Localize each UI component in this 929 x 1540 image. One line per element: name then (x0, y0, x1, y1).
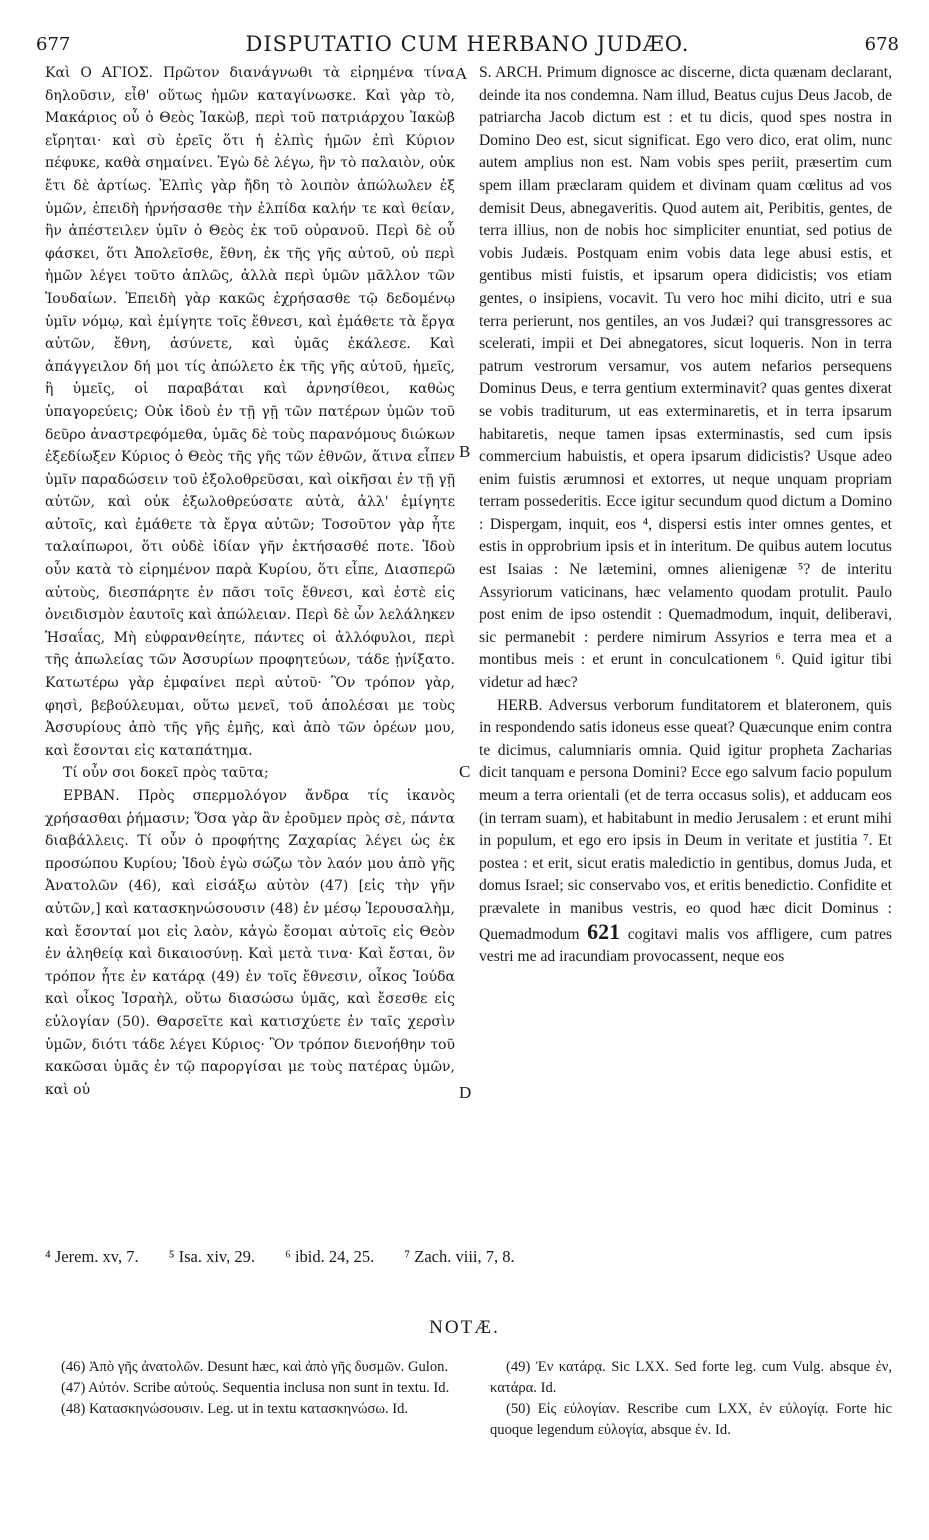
note: (49) Ἐν κατάρᾳ. Sic LXX. Sed forte leg. cum Vulg. absque ἐν, κατάρα. Id. (490, 1359, 892, 1396)
notes-right (490, 1357, 892, 1441)
latin-text: cogitavi malis vos affligere, cum patres vestri me ad iracundiam provocassent, neque eos (479, 925, 892, 966)
greek-column (45, 62, 455, 1101)
note: (47) Αὐτόν. Scribe αὐτούς. Sequentia inclusa non sunt in textu. Id. (61, 1380, 450, 1396)
running-title: DISPUTATIO CUM HERBANO JUDÆO. (245, 32, 690, 56)
latin-paragraph: S. ARCH. Primum dignosce ac discerne, dicta quænam declarant, deinde ita nos condemna. Nam illud, Beatus cujus Deus Jacob, de patriarcha Jacob dictum est : et tu dicis, quod spes nostra in Domino Deo est, sicut significat. Ego vero dico, erat olim, nunc autem amplius non est. Nam vobis spes periit, præsertim cum spem illam præclaram quidem et divinam quam cœlitus ad vos demisit Deus, abnegaveritis. Quod autem ait, Peribitis, gentes, de terra illius, non de nobis hoc simpliciter enuntiat, sed potius de vobis Judæis. Postquam enim vobis data lege abusi estis, et gentibus misti fuistis, et ipsarum opera didicistis; vos etiam gentes, o insipiens, vocavit. Tu vero hoc mihi dicito, utri e sua terra perierunt, nos gentiles, an vos Judæi? qui transgressores ac scelerati, impii et Dei abnegatores, sicut loqueris. Non in terra patrum vestrorum versamur, vos autem nefarios persequens Dominus Deus, e terra gentium exterminavit? quas gentes dixerat se vobis traditurum, ut eas exterminaretis, et in terra ipsarum habitaretis, neque tamen ipsas exterminastis, sed cum ipsis commercium habuistis, et opera ipsarum didicistis? Usque adeo enim fuistis ærumnosi et extorres, ut neque unquam propriam terram possederitis. Ecce igitur secundum quod dictum a Domino : Dispergam, inquit, eos ⁴, dispersi estis inter omnes gentes, et estis in opprobrium ipsis et in interitum. De quibus autem locutus est Isaias : Ne lætemini, omnes alienigenæ ⁵? de interitu Assyriorum vaticinans, hæc velamento quodam protulit. Paulo post enim de ipso ostendit : Quemadmodum, inquit, deliberavi, sic permanebit : perdere nimirum Assyrios e terra mea et a montibus meis : et erunt in conculcationem ⁶. Quid igitur tibi videtur ad hæc? (479, 64, 892, 692)
margin-letter-a: A (455, 64, 468, 83)
greek-paragraph: ΕΡΒΑΝ. Πρὸς σπερμολόγον ἄνδρα τίς ἱκανὸς χρήσασθαι ῥήμασιν; Ὅσα γὰρ ἂν ἐροῦμεν πρὸς σὲ, πάντα διαβάλλεις. Τί οὖν ὁ προφήτης Ζαχαρίας λέγει ὡς ἐκ προσώπου Κυρίου; Ἰδοὺ ἐγὼ σώζω τὸν λαόν μου ἀπὸ γῆς Ἀνατολῶν (46), καὶ εἰσάξω αὐτὸν (47) [εἰς τὴν γῆν αὐτῶν,] καὶ κατασκηνώσουσιν (48) ἐν μέσῳ Ἱερουσαλὴμ, καὶ ἔσονταί μοι εἰς λαὸν, κἀγὼ ἔσομαι αὐτοῖς εἰς Θεὸν ἐν ἀληθείᾳ καὶ δικαιοσύνῃ. Καὶ μετὰ τινα· Καὶ ἔσται, ὃν τρόπον ἦτε ἐν κατάρᾳ (49) ἐν τοῖς ἔθνεσιν, οἶκος Ἰούδα καὶ οἶκος Ἰσραὴλ, οὕτω διασώσω ὑμᾶς, καὶ ἔσεσθε εἰς εὐλογίαν (50). Θαρσεῖτε καὶ κατισχύετε ἐν ταῖς χερσὶν ὑμῶν, διότι τάδε λέγει Κύριος· Ὃν τρόπον διενοήθην τοῦ κακῶσαι ὑμᾶς ἐν τῷ παροργίσαι με τοὺς πατέρας ὑμῶν, καὶ οὐ (45, 788, 455, 1098)
note: (48) Κατασκηνώσουσιν. Leg. ut in textu κατασκηνώσω. Id. (61, 1401, 409, 1417)
greek-paragraph: Καὶ Ο ΑΓΙΟΣ. Πρῶτον διανάγνωθι τὰ εἰρημένα τίνα δηλοῦσιν, εἶθ' οὕτως ἡμῶν καταγίνωσκε. Καὶ γὰρ τὸ, Μακάριος οὗ ὁ Θεὸς Ἰακὼβ, περὶ τοῦ πατριάρχου Ἰακὼβ εἴρηται· καὶ σὺ ἐρεῖς ὅτι ἡ ἐλπὶς ἡμῶν ἐπὶ Κύριον πέφυκε, καθὰ σημαίνει. Ἐγὼ δὲ λέγω, ἣν τὸ παλαιὸν, οὐκ ἔτι δὲ ἀρτίως. Ἐλπὶς γὰρ ἤδη τὸ λοιπὸν ἀπώλωλεν ἐξ ὑμῶν, ἐπειδὴ ἠρνήσασθε τὴν ἐλπίδα καλήν τε καὶ θείαν, ἣν ἀπέστειλεν ὑμῖν ὁ Θεὸς ἐκ τοῦ οὐρανοῦ. Περὶ δὲ οὗ φάσκει, ὅτι Ἀπολεῖσθε, ἔθνη, ἐκ τῆς γῆς αὐτοῦ, οὐ περὶ ἡμῶν λέγει τοῦτο ἁπλῶς, ἀλλὰ περὶ ὑμῶν μᾶλλον τῶν Ἰουδαίων. Ἐπειδὴ γὰρ κακῶς ἐχρήσασθε τῷ δεδομένῳ ὑμῖν νόμῳ, καὶ ἐμίγητε τοῖς ἔθνεσι, καὶ ἐμάθετε τὰ ἔργα αὐτῶν, ἔθνη, ἀσύνετε, καὶ ὑμᾶς ἐκάλεσε. Καὶ ἀπάγγειλον δή μοι τίς ἀπώλετο ἐκ τῆς γῆς αὐτοῦ, ἡμεῖς, ἢ ὑμεῖς, οἱ παραβάται καὶ ἀρνησίθεοι, καθὼς ὑπαγορεύεις; Οὐκ ἰδοὺ ἐν τῇ γῇ τῶν πατέρων ὑμῶν τοῦ δεῦρο ἀναστρεφόμεθα, ὑμᾶς δὲ τοὺς παρανόμους διώκων ἐξεδίωξεν Κύριος ὁ Θεὸς τῆς γῆς τῶν ἐθνῶν, ἅτινα εἶπεν ὑμῖν παραδώσειν τοῦ ἐξολοθρεῦσαι, καὶ οἰκῆσαι ἐν τῇ γῇ αὐτῶν, καὶ οὐκ ἐξωλοθρεύσατε αὐτὰ, ἀλλ' ἐμίγητε αὐτοῖς, καὶ ἐμάθετε τὰ ἔργα αὐτῶν; Τοσοῦτον γὰρ ἦτε ταλαίπωροι, ὅτι οὐδὲ ἰδίαν γῆν ἐκτήσασθέ ποτε. Ἰδοὺ οὖν κατὰ τὸ εἰρημένον παρὰ Κυρίου, ὅτι εἶπε, Διασπερῶ αὐτοὺς, διεσπάρητε ἐν πᾶσι τοῖς ἔθνεσι, καὶ ἐστὲ εἰς ὀνειδισμὸν ἑαυτοῖς καὶ ἀπώλειαν. Περὶ δὲ ὧν λελάληκεν Ἡσαΐας, Μὴ εὐφρανθείητε, πάντες οἱ ἀλλόφυλοι, περὶ τῆς ἀπωλείας τῶν Ἀσσυρίων προφητεύων, τάδε ᾐνίξατο. Κατωτέρω γὰρ ἐμφαίνει περὶ αὐτοῦ· Ὃν τρόπον γὰρ, φησὶ, βεβούλευμαι, οὕτω μενεῖ, τοῦ ἀπολέσαι με τοὺς Ἀσσυρίους ἀπὸ τῆς γῆς ἐμῆς, καὶ ἀπὸ τῶν ὀρέων μου, καὶ ἔσονται εἰς καταπάτημα. (45, 65, 455, 759)
notes-left (45, 1357, 459, 1420)
margin-letter-d: D (459, 1083, 472, 1102)
note: (46) Ἀπὸ γῆς ἀνατολῶν. Desunt hæc, καὶ ἀπὸ γῆς δυσμῶν. Gulon. (61, 1359, 449, 1375)
greek-paragraph: Τί οὖν σοι δοκεῖ πρὸς ταῦτα; (63, 765, 269, 782)
latin-text: HERB. Adversus verborum funditatorem et blateronem, quis in respondendo satis idoneus esse queat? Quæcunque enim contra te dicimus, calumniaris omnia. Quid igitur propheta Zacharias dicit tanquam e persona Domini? Ecce ego salvum facio populum meum a terra orientali (et de terra occasus solis), et adducam eos (in terram suam), et habitabunt in medio Jerusalem : et erunt mihi in populum, et ego ero ipsis in Deum in veritate et justitia ⁷. Et postea : et erit, sicut eratis maledictio in gentibus, domus Juda, et domus Israel; sic conservabo vos, et eritis benedictio. Confidite et prævalete in manibus vestris, eo quod hæc dicit Dominus : Quemadmodum (479, 696, 892, 943)
latin-paragraph (479, 695, 892, 969)
footnotes (45, 1247, 899, 1267)
page-number-left: 677 (36, 34, 71, 55)
footnote: ⁵ Isa. xiv, 29. (168, 1247, 255, 1266)
latin-column (479, 62, 892, 969)
margin-letter-b: B (459, 442, 471, 461)
page-header (36, 30, 899, 60)
column-number: 621 (587, 918, 621, 944)
footnote: ⁴ Jerem. xv, 7. (45, 1247, 139, 1266)
footnote: ⁶ ibid. 24, 25. (285, 1247, 375, 1266)
page-number-right: 678 (864, 34, 899, 55)
note: (50) Εἰς εὐλογίαν. Rescribe cum LXX, ἐν εὐλογίᾳ. Forte hic quoque legendum εὐλογία, absque ἐν. Id. (490, 1401, 892, 1438)
footnote: ⁷ Zach. viii, 7, 8. (404, 1247, 515, 1266)
margin-letter-c: C (459, 762, 471, 781)
notes-title: NOTÆ. (429, 1317, 500, 1338)
